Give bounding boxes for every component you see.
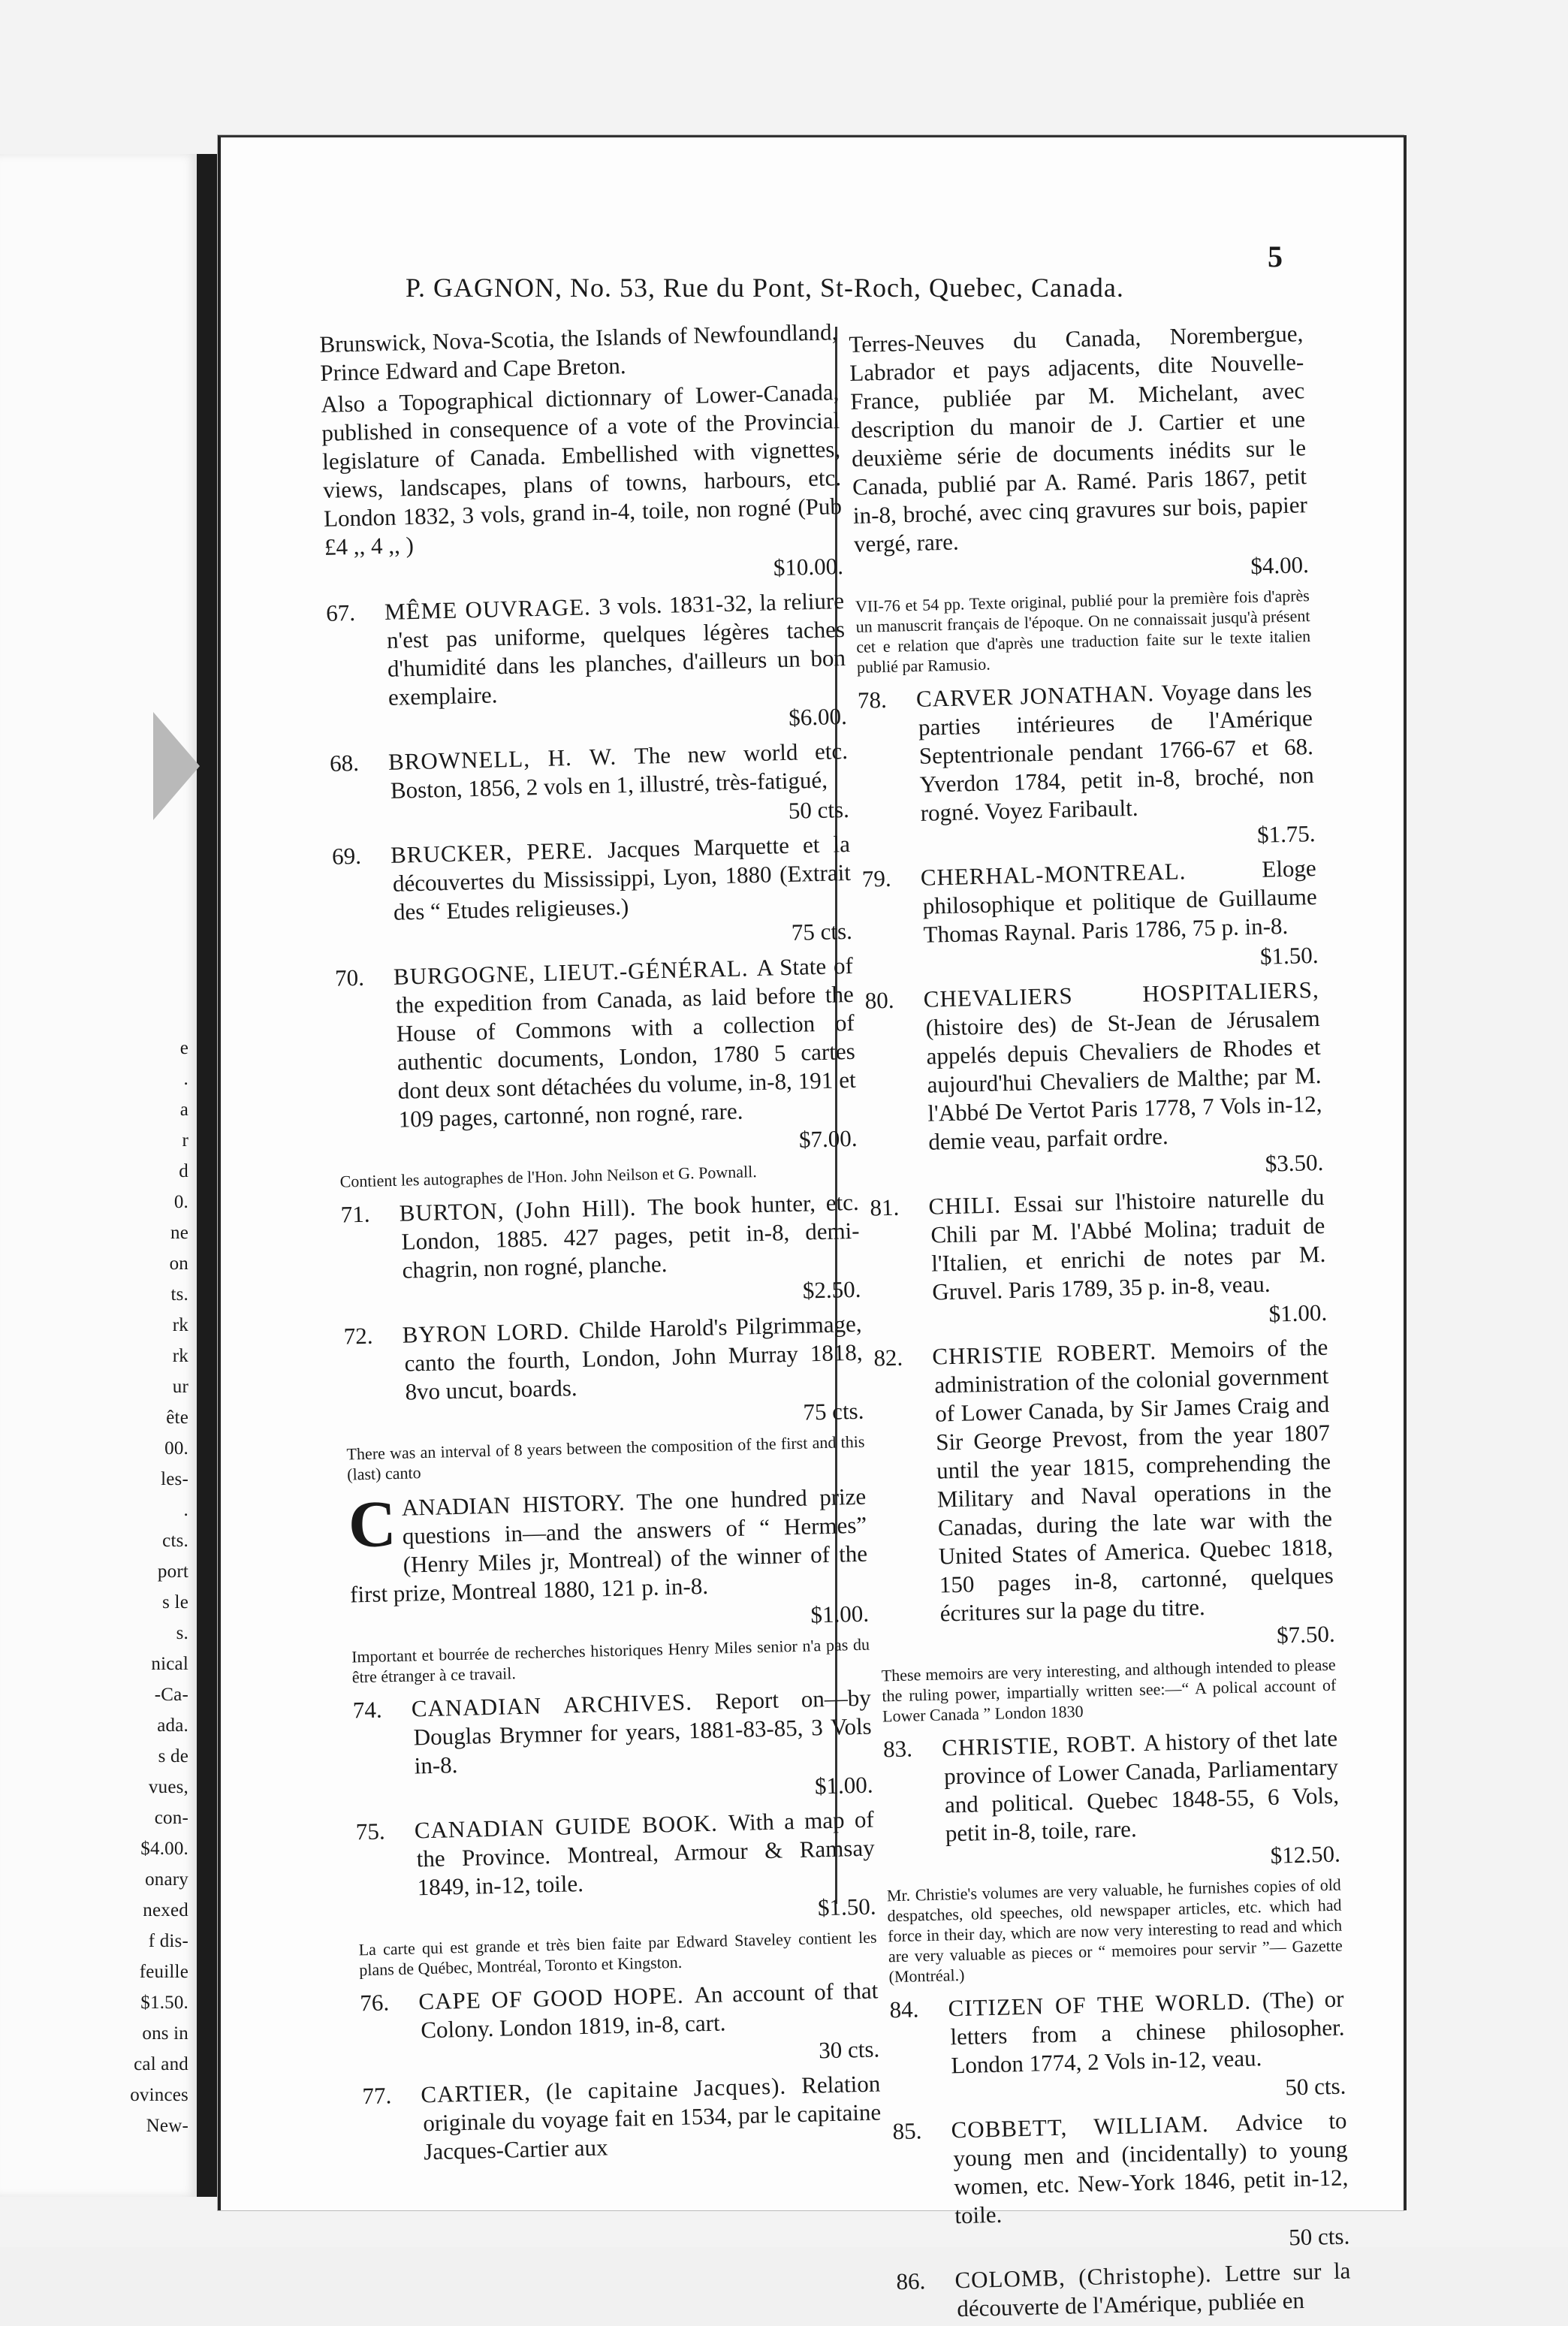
entry-description: Childe Harold's Pilgrimmage, canto the fourth, London, John Murray 1818, 8vo uncut, boards. [404, 1310, 863, 1405]
entry-price: $3.50. [1265, 1148, 1324, 1177]
catalog-entries [858, 675, 1352, 2324]
entry-description: Memoirs of the administration of the colonial government of Lower Canada, by Sir James Craig and Sir George Prevost, from the year 1807 until the year 1815, comprehending the Military and Naval operations in the Canadas, during the late war with the United States of America. Quebec 1818, 150 pages in-8, cartonné, quelques écritures sur la page du titre. [933, 1333, 1334, 1627]
entry-description: Jacques Marquette et la découvertes du Mississippi, Lyon, 1880 (Extrait des “ Etudes religieuses.) [392, 830, 852, 925]
entry-number: 80. [864, 986, 894, 1014]
entry-title: BROWNELL, H. W. [387, 742, 635, 775]
left-page-text-fragment: d [179, 1161, 188, 1181]
entry-title: CARTIER, (le capitaine Jacques). [421, 2072, 802, 2108]
left-page-text-fragment: ne [170, 1223, 188, 1243]
entry-title: BYRON LORD. [402, 1317, 580, 1348]
entry-price: $2.50. [802, 1275, 861, 1304]
entry-price: $1.50. [817, 1893, 876, 1921]
entry-description: Essai sur l'histoire naturelle du Chili par M. l'Abbé Molina; traduit de l'Italien, et enrichi de notes par M. Gruvel. Paris 1789, 35 p. in-8, veau. [930, 1183, 1326, 1305]
entry-number: 69. [331, 842, 362, 870]
entry-number: 86. [896, 2267, 926, 2295]
entry-price: $1.00. [814, 1771, 873, 1800]
catalog-entry [889, 1985, 1346, 2082]
page-header: P. GAGNON, No. 53, Rue du Pont, St-Roch, Quebec, Canada. [406, 273, 1124, 303]
left-page-text-fragment: s le [162, 1592, 188, 1613]
entry-description: (histoire des) de St-Jean de Jérusalem appelés depuis Chevaliers de Rhodes et aujourd'hui Chevaliers de Malthe; par M. l'Abbé De Vertot Paris 1778, 7 Vols in-12, demie veau, parfait ordre. [925, 1004, 1322, 1155]
left-page-fragment [0, 154, 201, 2197]
entry-description: 3 vols. 1831-32, la reliure n'est pas uniforme, quelques légères taches d'humidité dans les planches, d'ailleurs un bon exemplaire. [386, 587, 846, 710]
entry-description: An account of that Colony. London 1819, in-8, cart. [420, 1977, 879, 2044]
entry-description: Lettre sur la découverte de l'Amérique, publiée en [956, 2257, 1351, 2322]
catalog-entry [883, 1724, 1340, 1850]
entry-number: 75. [355, 1818, 386, 1845]
left-page-text-fragment: ada. [157, 1715, 188, 1736]
entry-number: 83. [882, 1735, 913, 1763]
entry-price: $7.00. [798, 1124, 858, 1153]
left-page-text-fragment: ur [172, 1377, 188, 1397]
page-number: 5 [1268, 240, 1283, 273]
entry-title: CITIZEN OF THE WORLD. [948, 1987, 1263, 2022]
entry-number: 68. [329, 749, 360, 777]
left-page-text-fragment: ête [166, 1407, 188, 1428]
left-page-text-fragment: f dis- [148, 1931, 188, 1951]
left-page-text-fragment: 0. [173, 1192, 188, 1212]
left-page-text-fragment: cal and [134, 2054, 188, 2074]
left-page-text-fragment: ons in [142, 2023, 188, 2044]
catalog-entry [864, 976, 1322, 1158]
entry-title: CHILI. [928, 1190, 1015, 1220]
catalog-entry [352, 1684, 873, 1782]
catalog-entry [330, 737, 849, 807]
left-page-text-fragment: . [183, 1500, 188, 1520]
entry-description: Advice to young men and (incidentally) to young women, etc. New-York 1846, petit in-12, toile. [953, 2107, 1349, 2229]
price: $4.00. [1250, 551, 1310, 580]
left-page-text-fragment: rk [172, 1346, 188, 1366]
entry-number: 82. [873, 1344, 903, 1371]
entry-title: CHRISTIE ROBERT. [931, 1337, 1171, 1370]
entry-price: 50 cts. [1288, 2222, 1350, 2251]
catalog-entries [352, 1684, 882, 2168]
entry-title: CHRISTIE, ROBT. [941, 1729, 1144, 1761]
page-tab-marker [153, 712, 200, 820]
catalog-entry [343, 1310, 864, 1408]
entry-number: 74. [352, 1696, 383, 1724]
entry-title: BURGOGNE, LIEUT.-GÉNÉRAL. [393, 955, 757, 990]
catalog-entry [861, 854, 1318, 951]
catalog-entry [326, 587, 847, 713]
left-page-text-fragment: $1.50. [140, 1993, 188, 2013]
entry-price: 30 cts. [818, 2035, 880, 2064]
left-page-text-fragment: . [183, 1069, 188, 1089]
entry-title: COLOMB, (Christophe). [954, 2260, 1226, 2294]
catalog-entry [873, 1333, 1334, 1630]
intro-paragraph: Terres-Neuves du Canada, Norembergue, Labrador et pays adjacents, dite Nouvelle-France, publiée par M. Michelant, avec description du manoir de J. Cartier et une deuxième série de documents inédits sur le Canada, publié par A. Ramé. Paris 1867, petit in-8, broché, avec cinq gravures sur bois, papier vergé, rare. [849, 320, 1308, 557]
entry-note: There was an interval of 8 years between the composition of the first and this (last) canto [346, 1432, 865, 1484]
price: $1.00. [810, 1600, 870, 1628]
entry-description: Relation originale du voyage fait en 1534, par le capitaine Jacques-Cartier aux [422, 2070, 882, 2165]
entry-price: $1.00. [1268, 1299, 1328, 1327]
entry-title: CHERHAL-MONTREAL. [920, 855, 1262, 891]
left-page-text-fragment: s de [158, 1746, 188, 1766]
entry-note: Contient les autographes de l'Hon. John Neilson et G. Pownall. [339, 1162, 757, 1191]
entry-title: CHEVALIERS HOSPITALIERS, [923, 976, 1320, 1012]
entry-price: 75 cts. [803, 1397, 864, 1425]
left-page-text-fragment: r [182, 1130, 188, 1151]
catalog-entry [362, 2069, 882, 2168]
entry-price: $7.50. [1276, 1620, 1336, 1649]
entry-title: CARVER JONATHAN. [915, 679, 1162, 712]
left-page-text-fragment: nical [151, 1654, 188, 1674]
entry-number: 72. [343, 1322, 373, 1350]
entry-number: 79. [861, 864, 892, 892]
left-page-text-fragment: cts. [162, 1531, 188, 1551]
catalog-entry [355, 1806, 876, 1904]
entry-description: A history of thet late province of Lower Canada, Parliamentary and political. Quebec 1848-55, 6 Vols, petit in-8, toile, rare. [943, 1724, 1340, 1847]
entry-number: 70. [334, 964, 365, 991]
left-page-text-fragment: con- [154, 1808, 188, 1828]
catalog-entry [858, 675, 1315, 829]
entry-number: 81. [870, 1193, 900, 1221]
entry-description: A State of the expedition from Canada, as laid before the House of Commons with a collection of authentic documents, London, 1780 5 cartes dont deux sont détachées du volume, in-8, 191 et 109 pages, cartonné, non rogné, rare. [395, 952, 857, 1133]
left-page-text-fragment: nexed [143, 1900, 188, 1920]
entry-note: Mr. Christie's volumes are very valuable, he furnishes copies of old despatches, old speeches, old newspaper articles, etc. which had force in their day, which are now very interesting to read and which are very valuable as pieces or “ memoires pour servir ”— Gazette (Montréal.) [886, 1875, 1343, 1987]
catalog-entry [340, 1188, 861, 1287]
entry-note: VII-76 et 54 pp. Texte original, publié pour la première fois d'après un manuscrit français de l'époque. On ne connaissait jusqu'à présent cet e relation que d'après une traduction faite sur le texte italien publié par Ramusio. [855, 586, 1311, 677]
entry-price: $12.50. [1270, 1840, 1341, 1869]
entry-number: 76. [359, 1989, 390, 2017]
entry-note: La carte qui est grande et très bien faite par Edward Staveley contient les plans de Québec, Montréal, Toronto et Kingston. [358, 1927, 877, 1980]
catalog-entries [326, 587, 866, 1485]
entry-description: With a map of the Province. Montreal, Armour & Ramsay 1849, in-12, toile. [416, 1806, 876, 1901]
left-page-text-fragment: -Ca- [154, 1685, 188, 1705]
entry-number: 67. [325, 599, 356, 626]
catalog-entry [335, 952, 857, 1136]
entry-description: Report on—by Douglas Brymner for years, 1881-83-85, 3 Vols in-8. [413, 1684, 873, 1779]
entry-description: (The) or letters from a chinese philosopher. London 1774, 2 Vols in-12, veau. [950, 1985, 1345, 2079]
left-page-text-fragment: rk [172, 1315, 188, 1335]
entry-price: $1.75. [1256, 820, 1316, 848]
entry-title: BURTON, (John Hill). [399, 1193, 648, 1226]
entry-description: The book hunter, etc. London, 1885. 427 pages, petit in-8, demi-chagrin, non rogné, planche. [401, 1188, 860, 1284]
left-page-text-fragment: ovinces [130, 2085, 188, 2105]
intro-paragraph: Brunswick, Nova-Scotia, the Islands of Newfoundland, Prince Edward and Cape Breton. [319, 318, 838, 386]
dropcap: C [347, 1487, 397, 1562]
entry-price: 75 cts. [791, 917, 853, 946]
right-column [849, 319, 1352, 2326]
entry-title: CAPE OF GOOD HOPE. [418, 1981, 695, 2015]
entry-note: These memoirs are very interesting, and although intended to please the ruling power, impartially written see:—“ A polical account of Lower Canada ” London 1830 [881, 1655, 1337, 1726]
entry-title: BRUCKER, PERE. [390, 836, 608, 868]
entry-description: The new world etc. Boston, 1856, 2 vols en 1, illustré, très-fatigué, [390, 737, 849, 804]
entry-number: 77. [362, 2082, 392, 2110]
left-page-text-fragment: s. [176, 1623, 188, 1643]
price: $10.00. [773, 553, 844, 581]
entry-number: 71. [340, 1200, 370, 1228]
section-canadian-history [348, 1483, 869, 1609]
entry-description: Eloge philosophique et politique de Guillaume Thomas Raynal. Paris 1786, 75 p. in-8. [922, 855, 1318, 948]
left-page-text-fragment: e [179, 1038, 188, 1058]
entry-title: COBBETT, WILLIAM. [951, 2110, 1236, 2143]
entry-price: 50 cts. [788, 795, 850, 824]
catalog-entry [896, 2256, 1352, 2324]
left-page-text-fragment: $4.00. [140, 1839, 188, 1859]
catalog-entry [360, 1976, 879, 2046]
left-page-text-fragment: feuille [139, 1962, 188, 1982]
intro-paragraph: Also a Topographical dictionnary of Lower-Canada, published in consequence of a vote of the Provincial legislature of Canada. Embellished with vignettes, views, landscapes, plans of towns, harbours, etc. London 1832, 3 vols, grand in-4, toile, non rogné (Pub £4 ,, 4 ,, ) [320, 379, 843, 560]
left-page-text-fragment: vues, [148, 1777, 188, 1797]
left-page-text-fragment: port [157, 1561, 188, 1582]
left-column [319, 318, 882, 2169]
entry-description: Voyage dans les parties intérieures de l'Amérique Septentrionale pendant 1766-67 et 68. Yverdon 1784, petit in-8, broché, non rogné. Voyez Faribault. [918, 676, 1315, 826]
entry-note: Important et bourrée de recherches historiques Henry Miles senior n'a pas du être étranger à ce travail. [351, 1634, 870, 1687]
left-page-text-fragment: ts. [170, 1284, 188, 1305]
section-text: ANADIAN HISTORY. The one hundred prize questions in—and the answers of “ Hermes” (Henry Miles jr, Montreal) of the winner of the first prize, Montreal 1880, 121 p. in-8. [349, 1483, 868, 1608]
entry-price: $6.00. [788, 702, 848, 731]
catalog-entry [332, 830, 852, 928]
entry-number: 85. [892, 2117, 922, 2145]
entry-price: 50 cts. [1284, 2072, 1346, 2101]
entry-number: 84. [889, 1996, 919, 2023]
catalog-entry [870, 1183, 1327, 1308]
catalog-entry [892, 2107, 1349, 2232]
entry-title: CANADIAN GUIDE BOOK. [414, 1809, 729, 1844]
entry-title: CANADIAN ARCHIVES. [411, 1688, 716, 1722]
left-page-text-fragment: a [179, 1100, 188, 1120]
left-page-text-fragment: les- [161, 1469, 188, 1489]
left-page-text-fragment: on [169, 1254, 188, 1274]
entry-title: MÊME OUVRAGE. [384, 593, 599, 625]
entry-price: $1.50. [1259, 941, 1319, 970]
left-page-text-fragment: 00. [164, 1438, 188, 1459]
left-page-text-fragment: New- [146, 2116, 188, 2136]
left-page-text-fragment: onary [145, 1869, 188, 1890]
entry-number: 78. [857, 686, 888, 713]
